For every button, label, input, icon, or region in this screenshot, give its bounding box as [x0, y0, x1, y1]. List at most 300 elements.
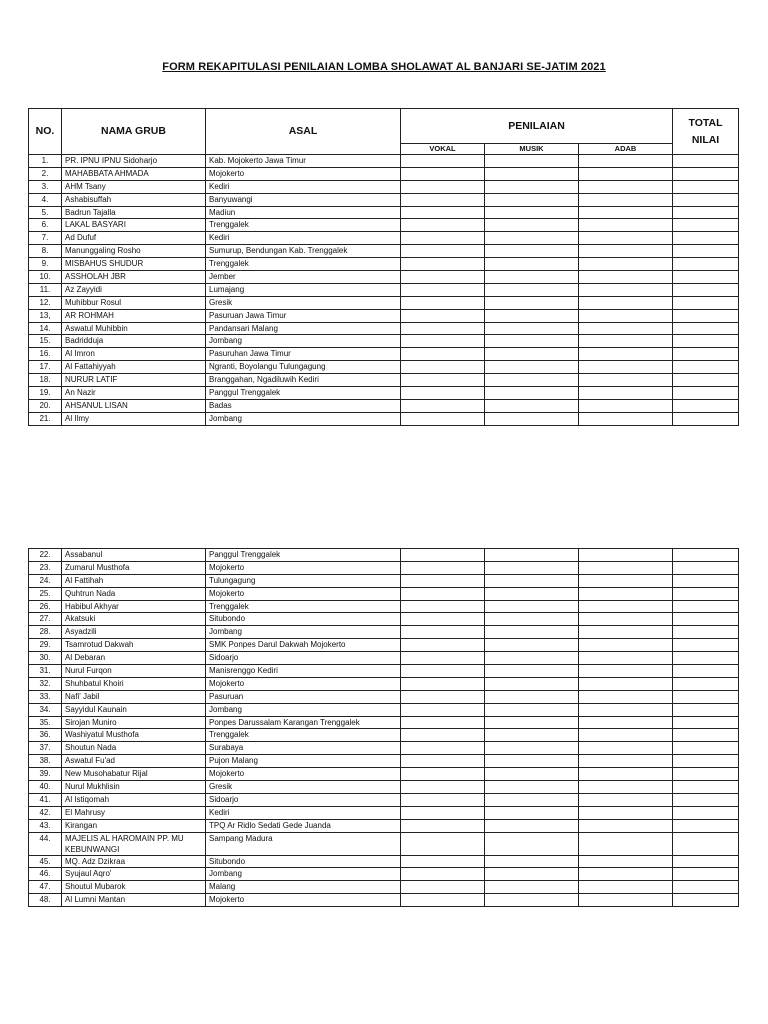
- group-name: Akatsuki: [62, 613, 206, 626]
- adab-score-cell: [579, 322, 673, 335]
- header-total-line1: TOTAL: [688, 116, 723, 129]
- origin: Kediri: [206, 180, 401, 193]
- adab-score-cell: [579, 167, 673, 180]
- table-row: [29, 180, 739, 193]
- origin: Kab. Mojokerto Jawa Timur: [206, 155, 401, 168]
- row-number: 10.: [29, 271, 62, 284]
- origin: Branggahan, Ngadiluwih Kediri: [206, 374, 401, 387]
- total-score-cell: [673, 245, 739, 258]
- total-score-cell: [673, 155, 739, 168]
- group-name: AHSANUL LISAN: [62, 399, 206, 412]
- adab-score-cell: [579, 690, 673, 703]
- vokal-score-cell: [401, 549, 485, 562]
- origin: Mojokerto: [206, 677, 401, 690]
- table-row: [29, 283, 739, 296]
- group-name: Syujaul Aqro': [62, 868, 206, 881]
- table-row: [29, 387, 739, 400]
- musik-score-cell: [485, 677, 579, 690]
- origin: Pasuruan: [206, 690, 401, 703]
- table-row: [29, 716, 739, 729]
- total-score-cell: [673, 167, 739, 180]
- group-name: Nurul Furqon: [62, 665, 206, 678]
- group-name: PR. IPNU IPNU Sidoharjo: [62, 155, 206, 168]
- total-score-cell: [673, 180, 739, 193]
- vokal-score-cell: [401, 561, 485, 574]
- total-score-cell: [673, 819, 739, 832]
- adab-score-cell: [579, 193, 673, 206]
- recap-table-page2: [28, 548, 739, 907]
- row-number: 38.: [29, 755, 62, 768]
- vokal-score-cell: [401, 626, 485, 639]
- origin: Badas: [206, 399, 401, 412]
- origin: Jember: [206, 271, 401, 284]
- table-row: [29, 832, 739, 855]
- group-name: Muhibbur Rosul: [62, 296, 206, 309]
- vokal-score-cell: [401, 881, 485, 894]
- total-score-cell: [673, 868, 739, 881]
- row-number: 24.: [29, 574, 62, 587]
- vokal-score-cell: [401, 309, 485, 322]
- row-number: 47.: [29, 881, 62, 894]
- vokal-score-cell: [401, 639, 485, 652]
- adab-score-cell: [579, 180, 673, 193]
- adab-score-cell: [579, 549, 673, 562]
- origin: Sumurup, Bendungan Kab. Trenggalek: [206, 245, 401, 258]
- adab-score-cell: [579, 361, 673, 374]
- adab-score-cell: [579, 881, 673, 894]
- total-score-cell: [673, 832, 739, 855]
- total-score-cell: [673, 258, 739, 271]
- vokal-score-cell: [401, 167, 485, 180]
- origin: Trenggalek: [206, 729, 401, 742]
- adab-score-cell: [579, 561, 673, 574]
- group-name: Al Ilmy: [62, 412, 206, 425]
- vokal-score-cell: [401, 387, 485, 400]
- row-number: 25.: [29, 587, 62, 600]
- origin: Mojokerto: [206, 167, 401, 180]
- musik-score-cell: [485, 387, 579, 400]
- adab-score-cell: [579, 283, 673, 296]
- row-number: 42.: [29, 806, 62, 819]
- musik-score-cell: [485, 374, 579, 387]
- origin: Kediri: [206, 806, 401, 819]
- table-row: [29, 652, 739, 665]
- vokal-score-cell: [401, 652, 485, 665]
- vokal-score-cell: [401, 335, 485, 348]
- origin: Banyuwangi: [206, 193, 401, 206]
- vokal-score-cell: [401, 665, 485, 678]
- origin: Pujon Malang: [206, 755, 401, 768]
- total-score-cell: [673, 232, 739, 245]
- total-score-cell: [673, 793, 739, 806]
- origin: Trenggalek: [206, 600, 401, 613]
- musik-score-cell: [485, 296, 579, 309]
- vokal-score-cell: [401, 193, 485, 206]
- vokal-score-cell: [401, 374, 485, 387]
- adab-score-cell: [579, 742, 673, 755]
- group-name: Al Debaran: [62, 652, 206, 665]
- total-score-cell: [673, 322, 739, 335]
- table-row: [29, 729, 739, 742]
- vokal-score-cell: [401, 832, 485, 855]
- adab-score-cell: [579, 781, 673, 794]
- table-row: [29, 271, 739, 284]
- total-score-cell: [673, 855, 739, 868]
- vokal-score-cell: [401, 283, 485, 296]
- row-number: 37.: [29, 742, 62, 755]
- origin: Manisrenggo Kediri: [206, 665, 401, 678]
- adab-score-cell: [579, 613, 673, 626]
- musik-score-cell: [485, 781, 579, 794]
- table-row: [29, 600, 739, 613]
- group-name: Sayyidul Kaunain: [62, 703, 206, 716]
- origin: Madiun: [206, 206, 401, 219]
- origin: Pasuruhan Jawa Timur: [206, 348, 401, 361]
- total-score-cell: [673, 639, 739, 652]
- adab-score-cell: [579, 639, 673, 652]
- group-name: Al Fattahiyyah: [62, 361, 206, 374]
- origin: Sidoarjo: [206, 793, 401, 806]
- musik-score-cell: [485, 768, 579, 781]
- adab-score-cell: [579, 855, 673, 868]
- adab-score-cell: [579, 412, 673, 425]
- musik-score-cell: [485, 193, 579, 206]
- origin: Panggul Trenggalek: [206, 387, 401, 400]
- table-row: [29, 665, 739, 678]
- vokal-score-cell: [401, 600, 485, 613]
- header-nama-grub: NAMA GRUB: [62, 109, 206, 155]
- row-number: 48.: [29, 894, 62, 907]
- musik-score-cell: [485, 703, 579, 716]
- adab-score-cell: [579, 894, 673, 907]
- vokal-score-cell: [401, 322, 485, 335]
- adab-score-cell: [579, 245, 673, 258]
- adab-score-cell: [579, 387, 673, 400]
- row-number: 22.: [29, 549, 62, 562]
- vokal-score-cell: [401, 894, 485, 907]
- table-row: [29, 855, 739, 868]
- vokal-score-cell: [401, 271, 485, 284]
- table-row: [29, 868, 739, 881]
- total-score-cell: [673, 193, 739, 206]
- group-name: Badridduja: [62, 335, 206, 348]
- form-title: FORM REKAPITULASI PENILAIAN LOMBA SHOLAWAT AL BANJARI SE-JATIM 2021: [162, 61, 606, 73]
- musik-score-cell: [485, 600, 579, 613]
- row-number: 12.: [29, 296, 62, 309]
- vokal-score-cell: [401, 781, 485, 794]
- table-row: [29, 768, 739, 781]
- total-score-cell: [673, 768, 739, 781]
- musik-score-cell: [485, 283, 579, 296]
- musik-score-cell: [485, 322, 579, 335]
- adab-score-cell: [579, 806, 673, 819]
- musik-score-cell: [485, 206, 579, 219]
- header-penilaian: PENILAIAN: [401, 109, 673, 144]
- table-row: [29, 677, 739, 690]
- row-number: 6.: [29, 219, 62, 232]
- total-score-cell: [673, 626, 739, 639]
- origin: Jombang: [206, 626, 401, 639]
- adab-score-cell: [579, 258, 673, 271]
- row-number: 5.: [29, 206, 62, 219]
- adab-score-cell: [579, 832, 673, 855]
- total-score-cell: [673, 206, 739, 219]
- musik-score-cell: [485, 855, 579, 868]
- origin: Panggul Trenggalek: [206, 549, 401, 562]
- vokal-score-cell: [401, 574, 485, 587]
- origin: Surabaya: [206, 742, 401, 755]
- table-row: [29, 309, 739, 322]
- adab-score-cell: [579, 587, 673, 600]
- row-number: 14.: [29, 322, 62, 335]
- origin: Situbondo: [206, 855, 401, 868]
- vokal-score-cell: [401, 245, 485, 258]
- origin: Mojokerto: [206, 894, 401, 907]
- vokal-score-cell: [401, 690, 485, 703]
- adab-score-cell: [579, 793, 673, 806]
- header-asal: ASAL: [206, 109, 401, 155]
- row-number: 16.: [29, 348, 62, 361]
- adab-score-cell: [579, 219, 673, 232]
- adab-score-cell: [579, 768, 673, 781]
- vokal-score-cell: [401, 868, 485, 881]
- adab-score-cell: [579, 652, 673, 665]
- total-score-cell: [673, 613, 739, 626]
- row-number: 32.: [29, 677, 62, 690]
- total-score-cell: [673, 894, 739, 907]
- vokal-score-cell: [401, 155, 485, 168]
- group-name: Aswatul Fu'ad: [62, 755, 206, 768]
- musik-score-cell: [485, 258, 579, 271]
- total-score-cell: [673, 361, 739, 374]
- total-score-cell: [673, 348, 739, 361]
- origin: Jombang: [206, 703, 401, 716]
- row-number: 4.: [29, 193, 62, 206]
- group-name: Habibul Akhyar: [62, 600, 206, 613]
- vokal-score-cell: [401, 855, 485, 868]
- vokal-score-cell: [401, 768, 485, 781]
- row-number: 44.: [29, 832, 62, 855]
- adab-score-cell: [579, 703, 673, 716]
- musik-score-cell: [485, 232, 579, 245]
- origin: SMK Ponpes Darul Dakwah Mojokerto: [206, 639, 401, 652]
- row-number: 46.: [29, 868, 62, 881]
- table-row: [29, 742, 739, 755]
- total-score-cell: [673, 587, 739, 600]
- musik-score-cell: [485, 881, 579, 894]
- total-score-cell: [673, 374, 739, 387]
- table-row: [29, 296, 739, 309]
- total-score-cell: [673, 690, 739, 703]
- musik-score-cell: [485, 894, 579, 907]
- header-vokal: VOKAL: [401, 144, 485, 155]
- vokal-score-cell: [401, 206, 485, 219]
- row-number: 8.: [29, 245, 62, 258]
- musik-score-cell: [485, 793, 579, 806]
- origin: Mojokerto: [206, 587, 401, 600]
- musik-score-cell: [485, 309, 579, 322]
- origin: Ponpes Darussalam Karangan Trenggalek: [206, 716, 401, 729]
- row-number: 27.: [29, 613, 62, 626]
- musik-score-cell: [485, 690, 579, 703]
- vokal-score-cell: [401, 755, 485, 768]
- vokal-score-cell: [401, 716, 485, 729]
- adab-score-cell: [579, 374, 673, 387]
- row-number: 43.: [29, 819, 62, 832]
- table-row: [29, 322, 739, 335]
- header-total-nilai: [673, 109, 739, 155]
- origin: Lumajang: [206, 283, 401, 296]
- row-number: 28.: [29, 626, 62, 639]
- adab-score-cell: [579, 600, 673, 613]
- total-score-cell: [673, 806, 739, 819]
- adab-score-cell: [579, 271, 673, 284]
- row-number: 17.: [29, 361, 62, 374]
- group-name: MAJELIS AL HAROMAIN PP. MU KEBUNWANGI: [62, 832, 206, 855]
- origin: Situbondo: [206, 613, 401, 626]
- group-name: An Nazir: [62, 387, 206, 400]
- musik-score-cell: [485, 626, 579, 639]
- adab-score-cell: [579, 819, 673, 832]
- table-row: [29, 361, 739, 374]
- adab-score-cell: [579, 716, 673, 729]
- vokal-score-cell: [401, 348, 485, 361]
- total-score-cell: [673, 665, 739, 678]
- table-row: [29, 561, 739, 574]
- adab-score-cell: [579, 232, 673, 245]
- origin: Gresik: [206, 296, 401, 309]
- vokal-score-cell: [401, 587, 485, 600]
- group-name: AHM Tsany: [62, 180, 206, 193]
- origin: Mojokerto: [206, 768, 401, 781]
- table-row: [29, 881, 739, 894]
- origin: Pasuruan Jawa Timur: [206, 309, 401, 322]
- row-number: 45.: [29, 855, 62, 868]
- group-name: Al Imron: [62, 348, 206, 361]
- group-name: Al Istiqomah: [62, 793, 206, 806]
- musik-score-cell: [485, 155, 579, 168]
- recap-table-page1: [28, 108, 739, 426]
- table-row: [29, 819, 739, 832]
- total-score-cell: [673, 399, 739, 412]
- musik-score-cell: [485, 167, 579, 180]
- vokal-score-cell: [401, 703, 485, 716]
- table-row: [29, 894, 739, 907]
- musik-score-cell: [485, 335, 579, 348]
- table-row: [29, 639, 739, 652]
- adab-score-cell: [579, 574, 673, 587]
- origin: Sidoarjo: [206, 652, 401, 665]
- table-row: [29, 574, 739, 587]
- group-name: ASSHOLAH JBR: [62, 271, 206, 284]
- vokal-score-cell: [401, 677, 485, 690]
- header-no: NO.: [29, 109, 62, 155]
- table-row: [29, 690, 739, 703]
- origin: Trenggalek: [206, 258, 401, 271]
- row-number: 15.: [29, 335, 62, 348]
- table-row: [29, 206, 739, 219]
- origin: Kediri: [206, 232, 401, 245]
- group-name: Nurul Mukhlisin: [62, 781, 206, 794]
- adab-score-cell: [579, 729, 673, 742]
- origin: Mojokerto: [206, 561, 401, 574]
- origin: TPQ Ar Ridlo Sedati Gede Juanda: [206, 819, 401, 832]
- table-row: [29, 399, 739, 412]
- vokal-score-cell: [401, 219, 485, 232]
- vokal-score-cell: [401, 793, 485, 806]
- table-row: [29, 549, 739, 562]
- musik-score-cell: [485, 271, 579, 284]
- musik-score-cell: [485, 219, 579, 232]
- group-name: New Musohabatur Rijal: [62, 768, 206, 781]
- group-name: Zumarul Musthofa: [62, 561, 206, 574]
- group-name: Quhtrun Nada: [62, 587, 206, 600]
- row-number: 31.: [29, 665, 62, 678]
- total-score-cell: [673, 716, 739, 729]
- total-score-cell: [673, 703, 739, 716]
- group-name: Washiyatul Musthofa: [62, 729, 206, 742]
- musik-score-cell: [485, 832, 579, 855]
- group-name: Shoutun Nada: [62, 742, 206, 755]
- group-name: Badrun Tajalla: [62, 206, 206, 219]
- group-name: Shuhbatul Khoiri: [62, 677, 206, 690]
- total-score-cell: [673, 296, 739, 309]
- table-row: [29, 155, 739, 168]
- adab-score-cell: [579, 755, 673, 768]
- vokal-score-cell: [401, 613, 485, 626]
- row-number: 30.: [29, 652, 62, 665]
- row-number: 9.: [29, 258, 62, 271]
- musik-score-cell: [485, 574, 579, 587]
- musik-score-cell: [485, 399, 579, 412]
- row-number: 7.: [29, 232, 62, 245]
- row-number: 33.: [29, 690, 62, 703]
- group-name: Al Lumni Mantan: [62, 894, 206, 907]
- table-row: [29, 245, 739, 258]
- table-row: [29, 193, 739, 206]
- origin: Gresik: [206, 781, 401, 794]
- group-name: Asyadzili: [62, 626, 206, 639]
- table-row: [29, 348, 739, 361]
- vokal-score-cell: [401, 742, 485, 755]
- table-row: [29, 335, 739, 348]
- table-row: [29, 258, 739, 271]
- header-musik: MUSIK: [485, 144, 579, 155]
- musik-score-cell: [485, 587, 579, 600]
- adab-score-cell: [579, 335, 673, 348]
- total-score-cell: [673, 600, 739, 613]
- group-name: Ad Dufuf: [62, 232, 206, 245]
- total-score-cell: [673, 219, 739, 232]
- musik-score-cell: [485, 180, 579, 193]
- row-number: 3.: [29, 180, 62, 193]
- group-name: AR ROHMAH: [62, 309, 206, 322]
- adab-score-cell: [579, 155, 673, 168]
- row-number: 40.: [29, 781, 62, 794]
- header-adab: ADAB: [579, 144, 673, 155]
- vokal-score-cell: [401, 258, 485, 271]
- group-name: Nafi' Jabil: [62, 690, 206, 703]
- row-number: 1.: [29, 155, 62, 168]
- total-score-cell: [673, 574, 739, 587]
- musik-score-cell: [485, 806, 579, 819]
- musik-score-cell: [485, 729, 579, 742]
- table-row: [29, 412, 739, 425]
- total-score-cell: [673, 881, 739, 894]
- musik-score-cell: [485, 868, 579, 881]
- table-row: [29, 703, 739, 716]
- row-number: 34.: [29, 703, 62, 716]
